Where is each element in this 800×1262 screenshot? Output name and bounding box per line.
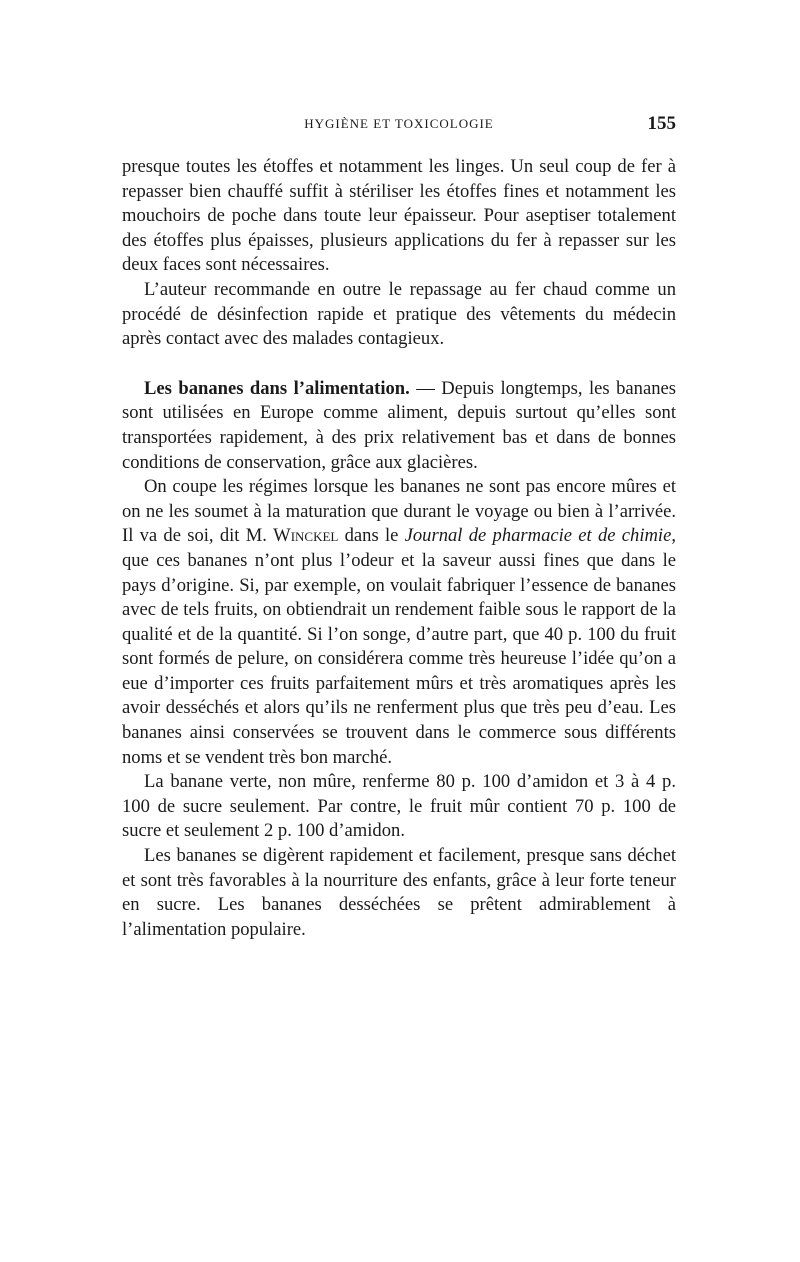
paragraph-digestion: Les bananes se digèrent rapidement et facilement, presque sans déchet et sont très favorables à la nourriture des enfants, grâce à leur forte teneur en sucre. Les bananes desséchées se prêtent admirablement à l’alimentation populaire. (122, 845, 676, 940)
paragraph-ironing: L’auteur recommande en outre le repassage au fer chaud comme un procédé de désinfection rapide et pratique des vêtements du médecin après contact avec des malades contagieux. (122, 278, 676, 350)
running-header (122, 113, 676, 142)
paragraph-harvest (122, 475, 676, 770)
paragraph-bananas-intro (122, 377, 676, 475)
body-text (122, 155, 676, 942)
section-title: Les bananes dans l’alimentation. (144, 377, 410, 399)
author-name: Winckel (273, 525, 339, 547)
harvest-text-2: dans le (338, 525, 405, 547)
harvest-text-1: On coupe les régimes lorsque les bananes ne sont pas encore mûres et on ne les soumet à la maturation que durant le voyage ou bien à l’arrivée. Il va de soi, dit M. (122, 476, 676, 547)
section-gap (122, 352, 676, 377)
paragraph-composition: La banane verte, non mûre, renferme 80 p. 100 d’amidon et 3 à 4 p. 100 de sucre seulement. Par contre, le fruit mûr contient 70 p. 100 de sucre et seulement 2 p. 100 d’amidon. (122, 771, 676, 842)
section-intro-text: — Depuis longtemps, les bananes sont utilisées en Europe comme aliment, depuis surtout qu’elles sont transportées rapidement, à des prix relativement bas et dans de bonnes conditions de conservation, grâce aux glacières. (122, 377, 677, 473)
paragraph-continuation: presque toutes les étoffes et notamment les linges. Un seul coup de fer à repasser bien chauffé suffit à stériliser les étoffes fines et notamment les mouchoirs de poche dans toute leur épaisseur. Pour aseptiser totalement des étoffes plus épaisses, plusieurs applications du fer à repasser sur les deux faces sont nécessaires. (122, 156, 676, 276)
page-number: 155 (647, 113, 676, 134)
journal-title: Journal de pharmacie et de chimie (404, 525, 672, 547)
running-title: HYGIÈNE ET TOXICOLOGIE (304, 116, 494, 131)
harvest-text-3: , que ces bananes n’ont plus l’odeur et la saveur aussi fines que dans le pays d’origine. Si, par exemple, on voulait fabriquer l’essence de bananes avec de tels fruits, on obtiendrait un rendement faible sous le rapport de la qualité et de la quantité. Si l’on songe, d’autre part, que 40 p. 100 du fruit sont formés de pelure, on considérera comme très heureuse l’idée qu’on a eue d’importer ces fruits parfaitement mûrs et très aromatiques après les avoir desséchés et alors qu’ils ne renferment plus que très peu d’eau. Les bananes ainsi conservées se trouvent dans le commerce sous différents noms et se vendent très bon marché. (122, 525, 676, 768)
